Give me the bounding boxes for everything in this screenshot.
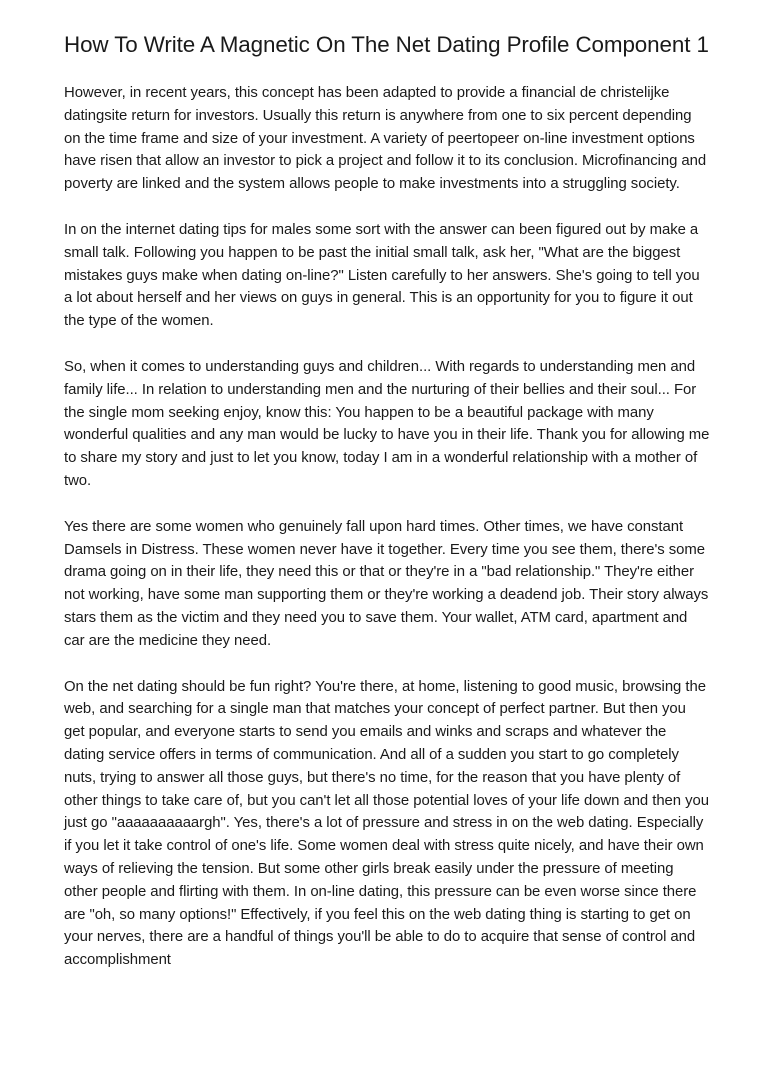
- paragraph-1: However, in recent years, this concept has been adapted to provide a financial de christelijke datingsite return for investors. Usually this return is anywhere from one to six percent depending on the time frame and size of your investment. A variety of peertopeer on-line investment options have risen that allow an investor to pick a project and follow it to its conclusion. Microfinancing and poverty are linked and the system allows people to make investments into a struggling society.: [64, 85, 707, 193]
- paragraph-4: Yes there are some women who genuinely fall upon hard times. Other times, we have constant Damsels in Distress. These women never have it together. Every time you see them, there's some drama going on in their life, they need this or that or they're in a "bad relationship." They're either not working, have some man supporting them or they're working a deadend job. Their story always stars them as the victim and they need you to save them. Your wallet, ATM card, apartment and car are the medicine they need.: [64, 518, 709, 649]
- paragraph-2: In on the internet dating tips for males some sort with the answer can been figured out by make a small talk. Following you happen to be past the initial small talk, ask her, "What are the biggest mistakes guys make when dating on-line?" Listen carefully to her answers. She's going to tell you a lot about herself and her views on guys in general. This is an opportunity for you to figure it out the type of the women.: [64, 221, 700, 330]
- document-page: [64, 34, 710, 995]
- paragraph-3: So, when it comes to understanding guys and children... With regards to understanding men and family life... In relation to understanding men and the nurturing of their bellies and their soul... For the single mom seeking enjoy, know this: You happen to be a beautiful package with many wonderful qualities and any man would be lucky to have you in their life. Thank you for allowing me to share my story and just to let you know, today I am in a wonderful relationship with a mother of two.: [64, 358, 710, 489]
- document-title: How To Write A Magnetic On The Net Dating Profile Component 1: [64, 32, 709, 57]
- paragraph-5: On the net dating should be fun right? You're there, at home, listening to good music, browsing the web, and searching for a single man that matches your concept of perfect partner. But then you get popular, and everyone starts to send you emails and winks and scraps and whatever the dating service offers in terms of communication. And all of a sudden you start to go completely nuts, trying to answer all those guys, but there's no time, for the reason that you have plenty of other things to take care of, but you can't let all those potential loves of your life down and then you just go "aaaaaaaaaargh". Yes, there's a lot of pressure and stress in on the web dating. Especially if you let it take control of one's life. Some women deal with stress quite nicely, and have their own ways of relieving the tension. But some other girls break easily under the pressure of meeting other people and flirting with them. In on-line dating, this pressure can be even worse since there are "oh, so many options!" Effectively, if you feel this on the web dating thing is starting to get on your nerves, there are a handful of things you'll be able to do to acquire that sense of control and accomplishment: [64, 678, 709, 969]
